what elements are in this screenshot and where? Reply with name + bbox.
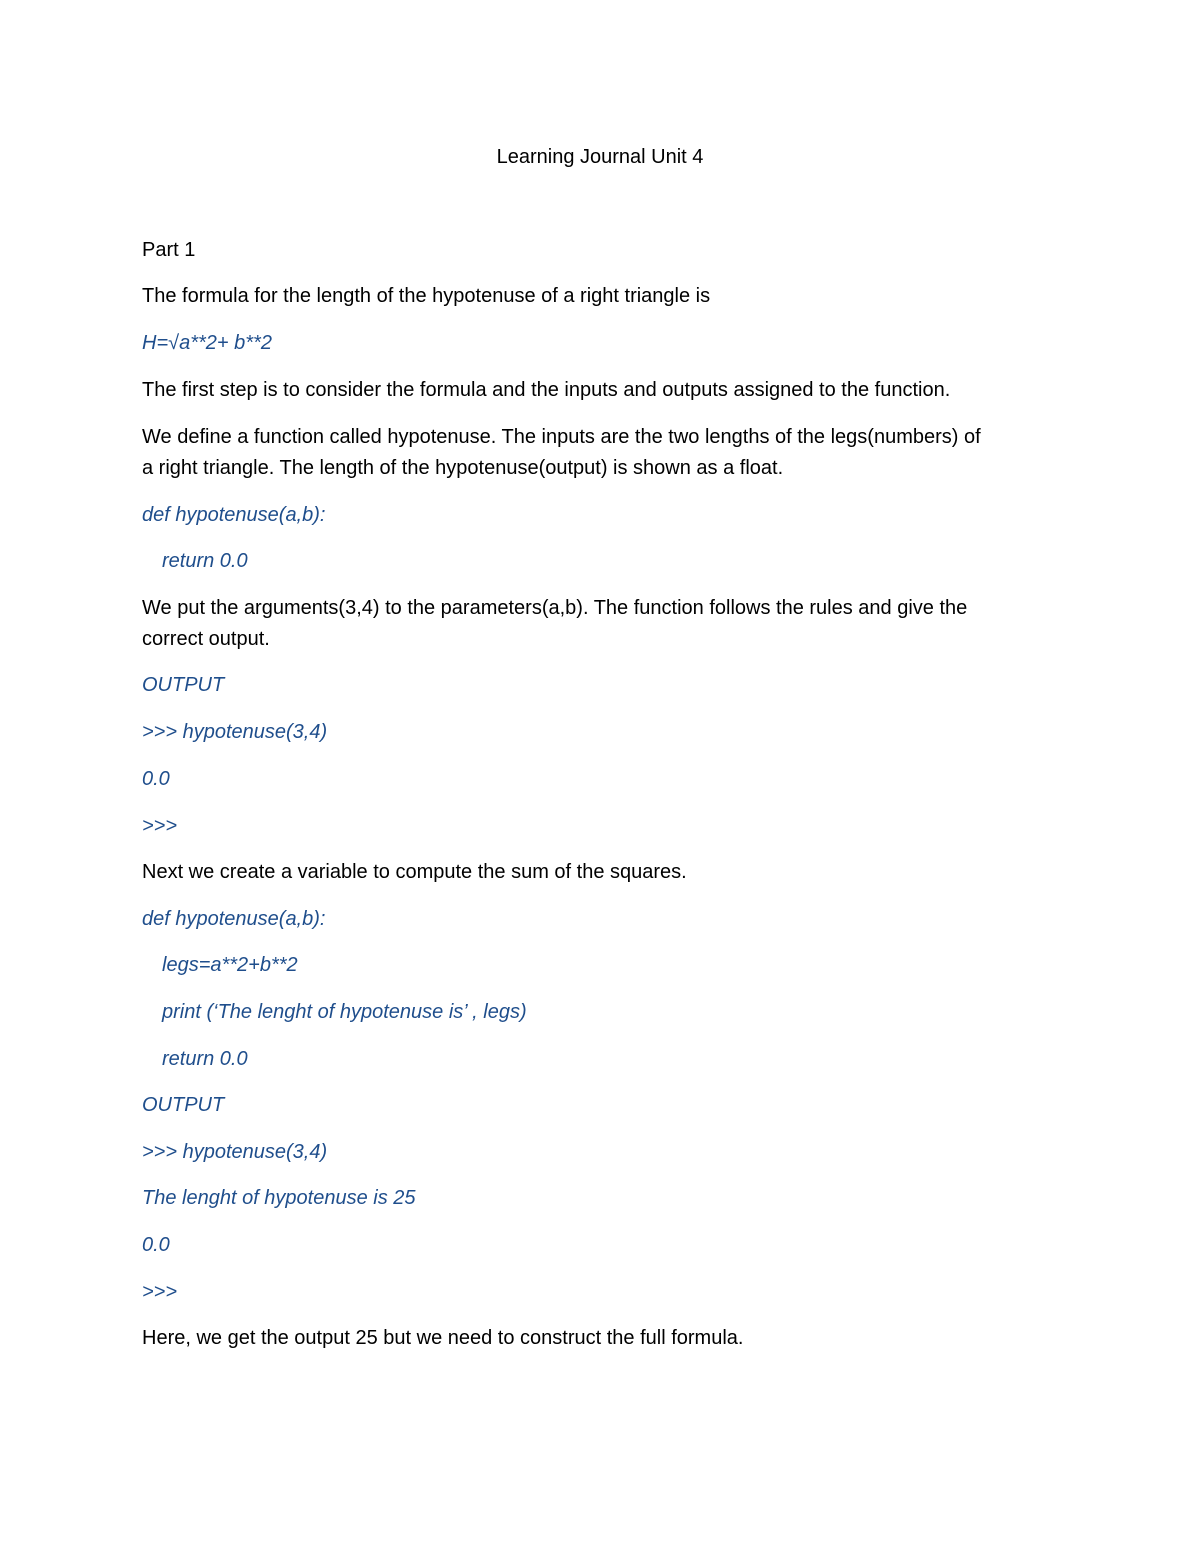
code1-def-line: def hypotenuse(a,b): [142, 504, 326, 526]
code2-def-line: def hypotenuse(a,b): [142, 908, 326, 930]
code2-return-line: return 0.0 [162, 1048, 248, 1070]
code2-print-line: print (‘The lenght of hypotenuse is’ , legs) [162, 1001, 527, 1023]
formula-line: H=√a**2+ b**2 [142, 332, 272, 354]
code1-return-line: return 0.0 [162, 550, 248, 572]
define-paragraph-line2: a right triangle. The length of the hypotenuse(output) is shown as a float. [142, 457, 784, 479]
output1-call: >>> hypotenuse(3,4) [142, 721, 328, 743]
intro-paragraph: The formula for the length of the hypotenuse of a right triangle is [142, 285, 711, 307]
step1-paragraph: The first step is to consider the formula and the inputs and outputs assigned to the function. [142, 379, 951, 401]
output2-label: OUTPUT [142, 1094, 225, 1116]
define-paragraph-line1: We define a function called hypotenuse. The inputs are the two lengths of the legs(numbers) of [142, 426, 981, 448]
output1-prompt: >>> [142, 815, 178, 837]
output2-call: >>> hypotenuse(3,4) [142, 1141, 328, 1163]
output2-result: 0.0 [142, 1234, 170, 1256]
output2-prompt: >>> [142, 1281, 178, 1303]
conclusion-paragraph: Here, we get the output 25 but we need to construct the full formula. [142, 1327, 744, 1349]
args-paragraph-line1: We put the arguments(3,4) to the parameters(a,b). The function follows the rules and give the [142, 597, 968, 619]
args-paragraph-line2: correct output. [142, 628, 270, 650]
next-step-paragraph: Next we create a variable to compute the sum of the squares. [142, 861, 687, 883]
output1-result: 0.0 [142, 768, 170, 790]
output1-label: OUTPUT [142, 674, 225, 696]
document-title: Learning Journal Unit 4 [496, 146, 704, 168]
code2-legs-line: legs=a**2+b**2 [162, 954, 298, 976]
section-heading: Part 1 [142, 239, 196, 261]
output2-printed: The lenght of hypotenuse is 25 [142, 1187, 416, 1209]
